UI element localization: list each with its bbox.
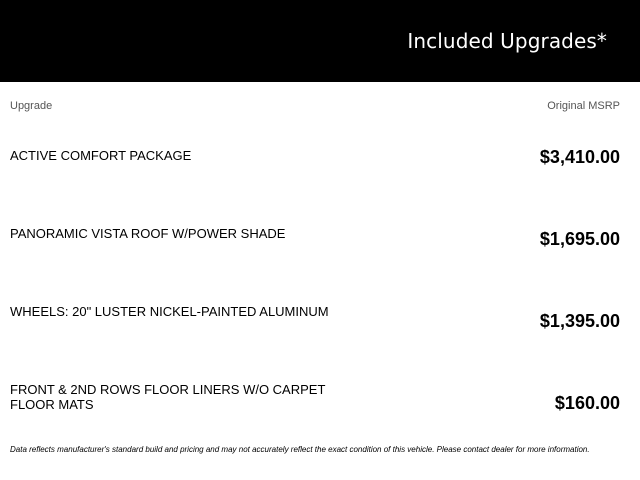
upgrade-name: ACTIVE COMFORT PACKAGE (10, 148, 192, 163)
column-header-msrp: Original MSRP (547, 100, 620, 112)
upgrade-price: $160.00 (554, 393, 620, 413)
upgrade-price: $1,395.00 (539, 311, 620, 331)
upgrade-name: FRONT & 2ND ROWS FLOOR LINERS W/O CARPET FLOOR MATS (10, 382, 326, 412)
header-bar (0, 0, 640, 82)
upgrade-name: PANORAMIC VISTA ROOF W/POWER SHADE (10, 226, 286, 241)
disclaimer-footnote: Data reflects manufacturer's standard build and pricing and may not accurately reflect the exact condition of this vehicle. Please contact dealer for more information. (10, 445, 590, 454)
upgrade-price: $1,695.00 (539, 229, 620, 249)
upgrade-price: $3,410.00 (539, 147, 620, 167)
page-title: Included Upgrades* (407, 29, 607, 53)
upgrade-name: WHEELS: 20" LUSTER NICKEL-PAINTED ALUMINUM (10, 304, 329, 319)
column-header-upgrade: Upgrade (10, 100, 53, 112)
